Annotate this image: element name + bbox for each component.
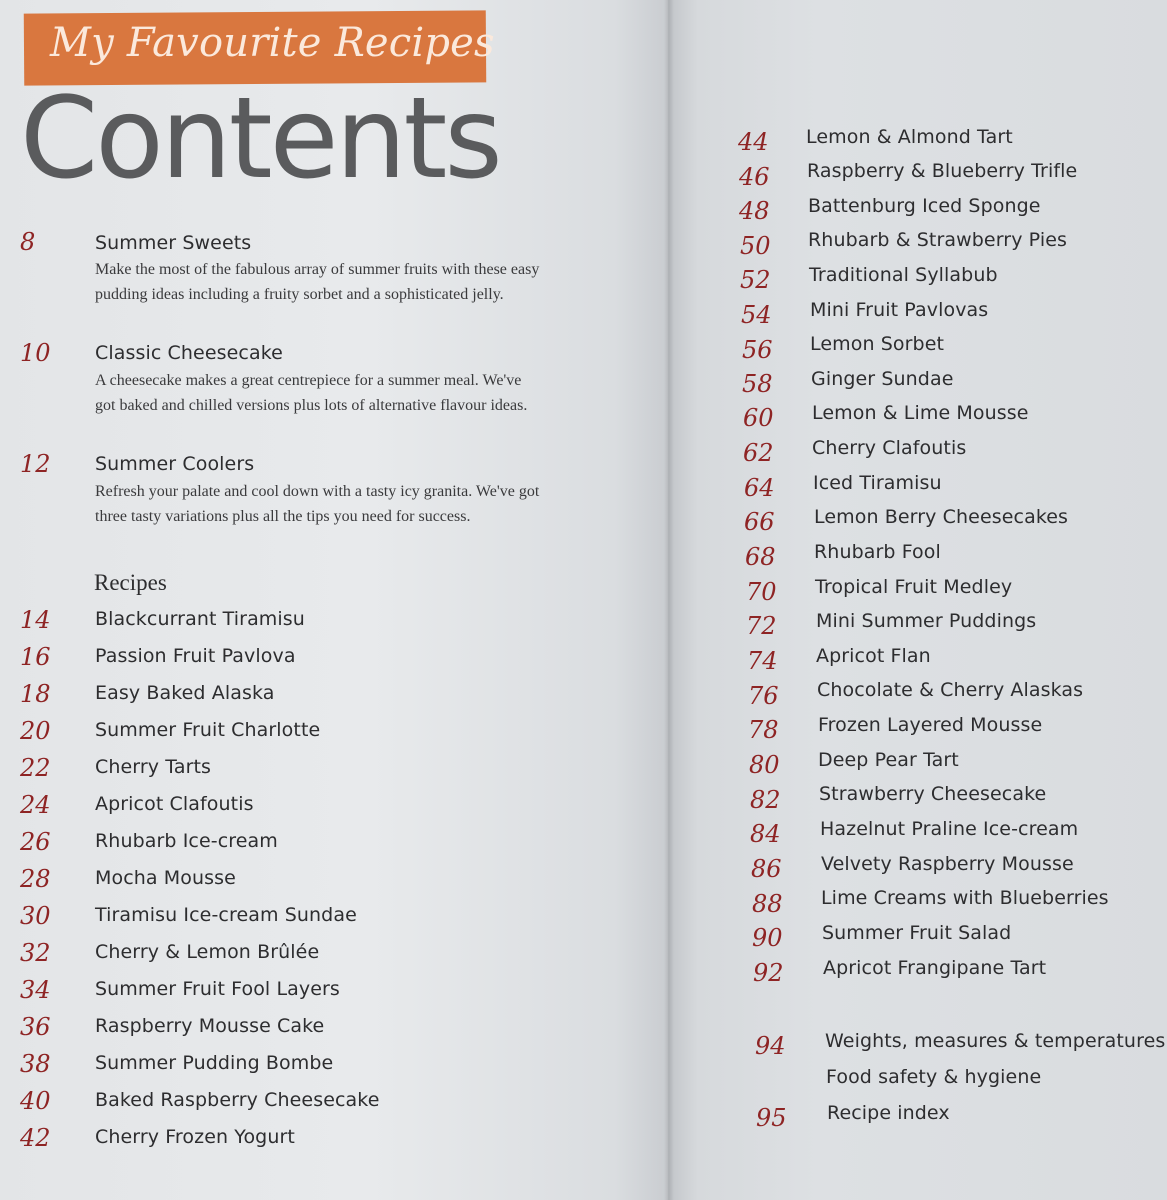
recipe-title[interactable]: Cherry & Lemon Brûlée xyxy=(95,941,320,963)
recipe-title[interactable]: Iced Tiramisu xyxy=(813,472,942,494)
recipe-page-number: 92 xyxy=(753,959,784,987)
recipe-title[interactable]: Hazelnut Praline Ice-cream xyxy=(820,818,1079,840)
recipe-page-number: 16 xyxy=(20,643,51,671)
recipe-title[interactable]: Deep Pear Tart xyxy=(818,749,959,771)
recipe-title[interactable]: Mini Summer Puddings xyxy=(816,610,1037,632)
extra-page-number: 95 xyxy=(756,1104,787,1132)
recipe-title[interactable]: Summer Fruit Fool Layers xyxy=(95,978,340,1000)
recipe-page-number: 78 xyxy=(748,716,779,744)
recipe-page-number: 86 xyxy=(751,855,782,883)
feature-description-line: A cheesecake makes a great centrepiece for a summer meal. We've xyxy=(95,372,522,389)
recipe-page-number: 64 xyxy=(744,474,775,502)
recipe-title[interactable]: Summer Fruit Salad xyxy=(822,922,1012,944)
feature-description-line: three tasty variations plus all the tips you need for success. xyxy=(95,508,471,525)
recipe-page-number: 90 xyxy=(752,924,783,952)
recipe-page-number: 30 xyxy=(20,902,51,930)
recipe-page-number: 74 xyxy=(747,647,778,675)
recipe-title[interactable]: Cherry Frozen Yogurt xyxy=(95,1126,295,1148)
recipe-page-number: 88 xyxy=(752,890,783,918)
recipe-page-number: 42 xyxy=(20,1124,51,1152)
recipe-title[interactable]: Cherry Clafoutis xyxy=(812,437,967,459)
recipe-page-number: 52 xyxy=(740,266,771,294)
feature-description-line: got baked and chilled versions plus lots of alternative flavour ideas. xyxy=(95,397,528,414)
recipe-page-number: 66 xyxy=(744,508,775,536)
page-title: Contents xyxy=(20,74,500,204)
recipe-title[interactable]: Apricot Frangipane Tart xyxy=(823,957,1047,979)
recipe-page-number: 22 xyxy=(20,754,51,782)
recipe-page-number: 48 xyxy=(739,197,770,225)
recipe-page-number: 38 xyxy=(20,1050,51,1078)
recipe-title[interactable]: Lemon & Lime Mousse xyxy=(812,402,1029,424)
feature-title[interactable]: Summer Coolers xyxy=(95,453,255,475)
recipe-title[interactable]: Rhubarb Fool xyxy=(814,541,941,563)
feature-title[interactable]: Classic Cheesecake xyxy=(95,342,283,364)
recipe-page-number: 58 xyxy=(742,370,773,398)
recipe-title[interactable]: Apricot Flan xyxy=(816,645,931,667)
recipe-title[interactable]: Apricot Clafoutis xyxy=(95,793,254,815)
recipe-title[interactable]: Mini Fruit Pavlovas xyxy=(810,299,989,321)
banner-text: My Favourite Recipes xyxy=(50,20,495,66)
feature-description xyxy=(95,257,655,307)
recipe-page-number: 80 xyxy=(749,751,780,779)
extra-title[interactable]: Weights, measures & temperatures xyxy=(825,1030,1166,1052)
recipe-page-number: 72 xyxy=(746,612,777,640)
recipe-title[interactable]: Frozen Layered Mousse xyxy=(818,714,1043,736)
feature-description-line: Make the most of the fabulous array of summer fruits with these easy xyxy=(95,261,540,278)
recipe-page-number: 82 xyxy=(750,786,781,814)
feature-page-number: 12 xyxy=(20,450,51,478)
recipe-page-number: 20 xyxy=(20,717,51,745)
book-gutter xyxy=(664,0,674,1200)
recipe-title[interactable]: Mocha Mousse xyxy=(95,867,236,889)
feature-page-number: 8 xyxy=(20,228,36,256)
recipe-title[interactable]: Rhubarb & Strawberry Pies xyxy=(808,229,1067,251)
recipe-title[interactable]: Lemon Sorbet xyxy=(810,333,945,355)
feature-page-number: 10 xyxy=(20,339,51,367)
feature-title[interactable]: Summer Sweets xyxy=(95,232,252,254)
recipe-page-number: 84 xyxy=(750,820,781,848)
feature-description xyxy=(95,479,655,529)
recipe-page-number: 18 xyxy=(20,680,51,708)
recipe-page-number: 28 xyxy=(20,865,51,893)
recipe-title[interactable]: Tiramisu Ice-cream Sundae xyxy=(95,904,357,926)
feature-description-line: Refresh your palate and cool down with a tasty icy granita. We've got xyxy=(95,483,540,500)
feature-description xyxy=(95,368,655,418)
recipe-page-number: 56 xyxy=(742,336,773,364)
recipe-title[interactable]: Cherry Tarts xyxy=(95,756,212,778)
recipe-title[interactable]: Velvety Raspberry Mousse xyxy=(821,853,1074,875)
recipe-title[interactable]: Chocolate & Cherry Alaskas xyxy=(817,679,1084,701)
recipe-page-number: 46 xyxy=(739,163,770,191)
recipe-page-number: 34 xyxy=(20,976,51,1004)
recipe-title[interactable]: Tropical Fruit Medley xyxy=(815,576,1013,598)
recipe-page-number: 50 xyxy=(740,232,771,260)
recipe-page-number: 76 xyxy=(748,682,779,710)
extra-page-number: 94 xyxy=(755,1032,786,1060)
recipe-title[interactable]: Summer Fruit Charlotte xyxy=(95,719,321,741)
recipe-page-number: 62 xyxy=(743,439,774,467)
recipe-title[interactable]: Blackcurrant Tiramisu xyxy=(95,608,305,630)
recipe-title[interactable]: Lime Creams with Blueberries xyxy=(821,887,1109,909)
recipe-title[interactable]: Baked Raspberry Cheesecake xyxy=(95,1089,380,1111)
recipe-title[interactable]: Raspberry Mousse Cake xyxy=(95,1015,325,1037)
recipe-title[interactable]: Lemon Berry Cheesecakes xyxy=(814,506,1069,528)
recipe-title[interactable]: Raspberry & Blueberry Trifle xyxy=(807,160,1078,182)
recipe-title[interactable]: Easy Baked Alaska xyxy=(95,682,275,704)
recipe-title[interactable]: Summer Pudding Bombe xyxy=(95,1052,334,1074)
recipe-page-number: 70 xyxy=(746,578,777,606)
recipe-title[interactable]: Battenburg Iced Sponge xyxy=(808,195,1041,217)
recipe-page-number: 44 xyxy=(738,128,769,156)
recipe-page-number: 24 xyxy=(20,791,51,819)
recipe-page-number: 14 xyxy=(20,606,51,634)
recipe-title[interactable]: Traditional Syllabub xyxy=(809,264,998,286)
recipe-page-number: 60 xyxy=(743,404,774,432)
recipe-page-number: 54 xyxy=(741,301,772,329)
recipe-title[interactable]: Rhubarb Ice-cream xyxy=(95,830,278,852)
extra-title[interactable]: Recipe index xyxy=(827,1102,950,1124)
recipes-heading: Recipes xyxy=(94,570,167,595)
recipe-title[interactable]: Passion Fruit Pavlova xyxy=(95,645,296,667)
recipe-page-number: 32 xyxy=(20,939,51,967)
feature-description-line: pudding ideas including a fruity sorbet and a sophisticated jelly. xyxy=(95,286,504,303)
recipe-page-number: 26 xyxy=(20,828,51,856)
recipe-page-number: 68 xyxy=(745,543,776,571)
extra-title[interactable]: Food safety & hygiene xyxy=(826,1066,1042,1088)
recipe-title[interactable]: Ginger Sundae xyxy=(811,368,954,390)
recipe-page-number: 36 xyxy=(20,1013,51,1041)
recipe-page-number: 40 xyxy=(20,1087,51,1115)
recipe-title[interactable]: Lemon & Almond Tart xyxy=(806,126,1013,148)
recipe-title[interactable]: Strawberry Cheesecake xyxy=(819,783,1047,805)
